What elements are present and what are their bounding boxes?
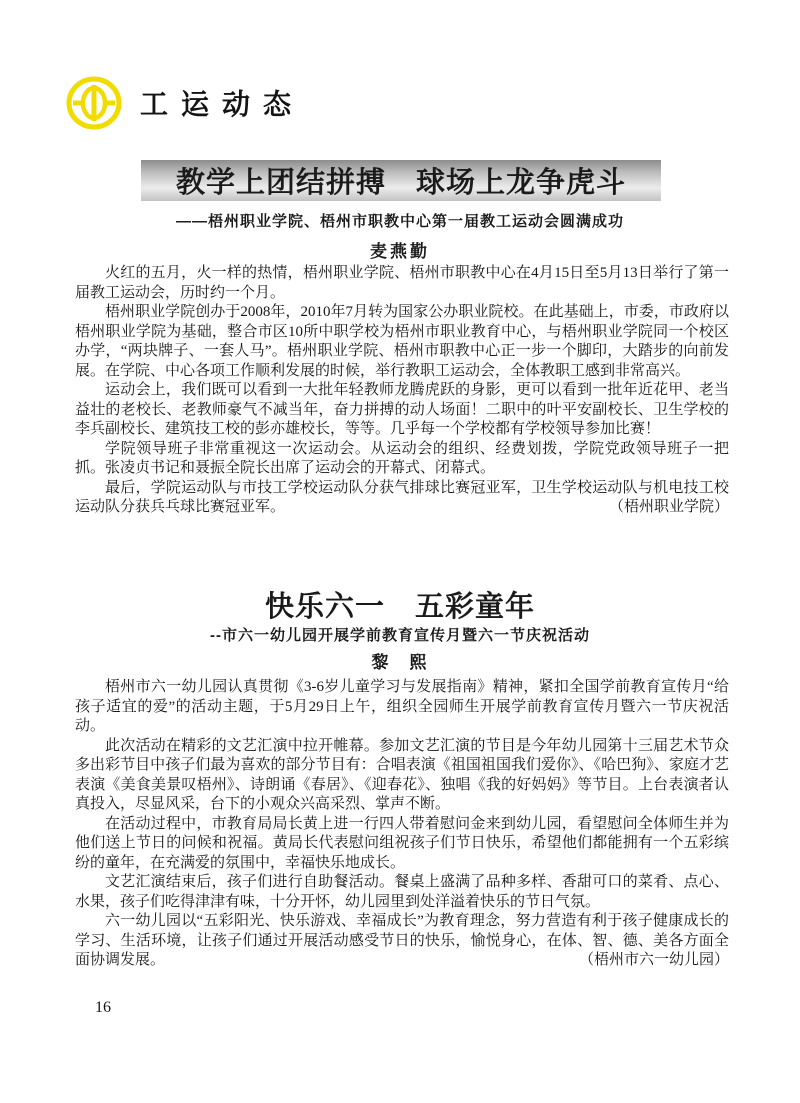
article1-paragraph: 学院领导班子非常重视这一次运动会。从运动会的组织、经费划拨，学院党政领导班子一把抓。张凌贞书记和聂振全院长出席了运动会的开幕式、闭幕式。 xyxy=(75,440,729,476)
article1-author: 麦燕勤 xyxy=(370,242,430,261)
article1-title-bar xyxy=(141,160,661,201)
article1-body xyxy=(75,264,729,518)
article2-body xyxy=(75,678,729,971)
article1-paragraph: 运动会上，我们既可以看到一大批年轻教师龙腾虎跃的身影，更可以看到一批年近花甲、老当益壮的老校长、老教师豪气不减当年，奋力拼搏的动人场面！二职中的叶平安副校长、卫生学校的李兵副校长、建筑技工校的彭亦雄校长，等等。几乎每一个学校都有学校领导参加比赛！ xyxy=(75,382,729,437)
article1-subtitle: ——梧州职业学院、梧州市职教中心第一届教工运动会圆满成功 xyxy=(175,213,624,230)
article1-paragraph xyxy=(75,479,729,518)
article1-paragraph: 火红的五月，火一样的热情，梧州职业学院、梧州市职教中心在4月15日至5月13日举行了第一届教工运动会，历时约一个月。 xyxy=(75,265,729,301)
article2-paragraph: 梧州市六一幼儿园认真贯彻《3-6岁儿童学习与发展指南》精神，紧扣全国学前教育宣传月“给孩子适宜的爱”的活动主题，于5月29日上午，组织全园师生开展学前教育宣传月暨六一节庆祝活动。 xyxy=(75,679,729,734)
page-number: 16 xyxy=(95,999,111,1016)
masthead-title: 工运动态 xyxy=(140,89,305,122)
article2-title: 快乐六一 五彩童年 xyxy=(264,591,535,623)
trade-union-emblem-icon xyxy=(64,76,124,130)
article2-attribution: （梧州市六一幼儿园） xyxy=(578,952,729,968)
article2-paragraph: 文艺汇演结束后，孩子们进行自助餐活动。餐桌上盛满了品种多样、香甜可口的菜肴、点心、水果，孩子们吃得津津有味，十分开怀，幼儿园里到处洋溢着快乐的节日气氛。 xyxy=(75,874,729,910)
article1-attribution: （梧州职业学院） xyxy=(608,499,729,515)
article1-paragraph: 梧州职业学院创办于2008年，2010年7月转为国家公办职业院校。在此基础上，市委，市政府以梧州职业学院为基础，整合市区10所中职学校为梧州市职业教育中心，与梧州职业学院同一个校区办学，“两块牌子、一套人马”。梧州职业学院、梧州市职教中心正一步一个脚印，大踏步的向前发展。在学院、中心各项工作顺利发展的时候，举行教职工运动会，全体教职工感到非常高兴。 xyxy=(75,304,729,379)
article2-author: 黎 熙 xyxy=(371,653,429,672)
article2-paragraph: 在活动过程中，市教育局局长黄上进一行四人带着慰问金来到幼儿园，看望慰问全体师生并为他们送上节日的问候和祝福。黄局长代表慰问组祝孩子们节日快乐，希望他们都能拥有一个五彩缤纷的童年，在充满爱的氛围中，幸福快乐地成长。 xyxy=(75,815,729,871)
article1-title: 教学上团结拼搏 球场上龙争虎斗 xyxy=(175,167,626,199)
article2-paragraph xyxy=(75,912,729,971)
article2-last-paragraph-text: 六一幼儿园以“五彩阳光、快乐游戏、幸福成长”为教育理念，努力营造有利于孩子健康成长的学习、生活环境，让孩子们通过开展活动感受节日的快乐，愉悦身心，在体、智、德、美各方面全面协调发展。 xyxy=(75,913,729,968)
article2-subtitle: --市六一幼儿园开展学前教育宣传月暨六一节庆祝活动 xyxy=(210,627,590,644)
article2-paragraph: 此次活动在精彩的文艺汇演中拉开帷幕。参加文艺汇演的节目是今年幼儿园第十三届艺术节众多出彩节目中孩子们最为喜欢的部分节目有：合唱表演《祖国祖国我们爱你》、《哈巴狗》、家庭才艺表演《美食美景叹梧州》、诗朗诵《春居》、《迎春花》、独唱《我的好妈妈》等节目。上台表演者认真投入，尽显风采，台下的小观众兴高采烈、掌声不断。 xyxy=(75,737,729,812)
article1-last-paragraph-text: 最后，学院运动队与市技工学校运动队分获气排球比赛冠亚军，卫生学校运动队与机电技工校运动队分获兵乓球比赛冠亚军。 xyxy=(75,479,729,515)
masthead xyxy=(64,76,304,130)
